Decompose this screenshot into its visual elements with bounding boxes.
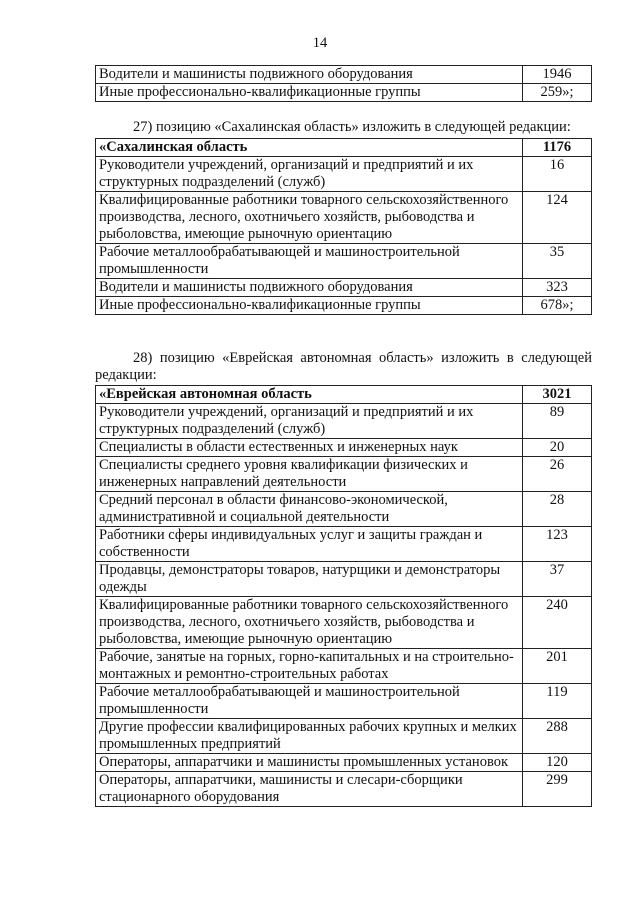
table-row	[96, 244, 592, 279]
row-value: 89	[523, 404, 592, 439]
table-row	[96, 279, 592, 297]
table-jewish	[95, 385, 592, 807]
paragraph-27	[95, 119, 592, 136]
row-label: Квалифицированные работники товарного сельскохозяйственного производства, лесного, охотничьего хозяйств, рыбоводства и рыболовства, имеющие рыночную ориентацию	[96, 192, 523, 244]
paragraph-27-text: 27) позицию «Сахалинская область» изложить в следующей редакции:	[133, 119, 571, 135]
table-row	[96, 754, 592, 772]
row-label: Рабочие металлообрабатывающей и машиностроительной промышленности	[96, 244, 523, 279]
table-top	[95, 65, 592, 102]
table-row	[96, 84, 592, 102]
row-label: Другие профессии квалифицированных рабочих крупных и мелких промышленных предприятий	[96, 719, 523, 754]
table-row	[96, 404, 592, 439]
table-row	[96, 297, 592, 315]
row-value: 323	[523, 279, 592, 297]
row-label: Рабочие металлообрабатывающей и машиностроительной промышленности	[96, 684, 523, 719]
paragraph-28	[95, 350, 592, 384]
row-label: Иные профессионально-квалификационные группы	[96, 84, 523, 102]
table-row	[96, 66, 592, 84]
table-row	[96, 527, 592, 562]
row-value: 26	[523, 457, 592, 492]
region-name: «Сахалинская область	[96, 139, 523, 157]
row-value: 299	[523, 772, 592, 807]
row-label: Руководители учреждений, организаций и предприятий и их структурных подразделений (служб)	[96, 157, 523, 192]
row-value: 28	[523, 492, 592, 527]
table-header-row	[96, 386, 592, 404]
region-total: 3021	[523, 386, 592, 404]
row-label: Специалисты среднего уровня квалификации физических и инженерных направлений деятельности	[96, 457, 523, 492]
table-row	[96, 719, 592, 754]
table-row	[96, 192, 592, 244]
row-value: 240	[523, 597, 592, 649]
row-value: 37	[523, 562, 592, 597]
row-value: 259»;	[523, 84, 592, 102]
region-name: «Еврейская автономная область	[96, 386, 523, 404]
row-value: 120	[523, 754, 592, 772]
row-value: 1946	[523, 66, 592, 84]
table-row	[96, 562, 592, 597]
table-row	[96, 492, 592, 527]
table-row	[96, 649, 592, 684]
table-header-row	[96, 139, 592, 157]
row-label: Квалифицированные работники товарного сельскохозяйственного производства, лесного, охотничьего хозяйств, рыбоводства и рыболовства, имеющие рыночную ориентацию	[96, 597, 523, 649]
row-value: 35	[523, 244, 592, 279]
table-row	[96, 457, 592, 492]
row-label: Специалисты в области естественных и инженерных наук	[96, 439, 523, 457]
row-label: Средний персонал в области финансово-экономической, административной и социальной деятельности	[96, 492, 523, 527]
row-label: Рабочие, занятые на горных, горно-капитальных и на строительно-монтажных и ремонтно-строительных работах	[96, 649, 523, 684]
row-label: Работники сферы индивидуальных услуг и защиты граждан и собственности	[96, 527, 523, 562]
row-value: 20	[523, 439, 592, 457]
table-row	[96, 157, 592, 192]
row-value: 123	[523, 527, 592, 562]
row-label: Операторы, аппаратчики, машинисты и слесари-сборщики стационарного оборудования	[96, 772, 523, 807]
row-label: Водители и машинисты подвижного оборудования	[96, 66, 523, 84]
row-label: Водители и машинисты подвижного оборудования	[96, 279, 523, 297]
row-label: Продавцы, демонстраторы товаров, натурщики и демонстраторы одежды	[96, 562, 523, 597]
row-label: Иные профессионально-квалификационные группы	[96, 297, 523, 315]
row-value: 678»;	[523, 297, 592, 315]
row-value: 201	[523, 649, 592, 684]
table-row	[96, 439, 592, 457]
table-row	[96, 684, 592, 719]
region-total: 1176	[523, 139, 592, 157]
row-label: Операторы, аппаратчики и машинисты промышленных установок	[96, 754, 523, 772]
table-row	[96, 772, 592, 807]
table-row	[96, 597, 592, 649]
row-label: Руководители учреждений, организаций и предприятий и их структурных подразделений (служб)	[96, 404, 523, 439]
row-value: 288	[523, 719, 592, 754]
row-value: 124	[523, 192, 592, 244]
paragraph-28-text: 28) позицию «Еврейская автономная область» изложить в следующей редакции:	[95, 350, 592, 383]
page-number: 14	[312, 35, 328, 51]
row-value: 16	[523, 157, 592, 192]
table-sakhalin	[95, 138, 592, 315]
row-value: 119	[523, 684, 592, 719]
